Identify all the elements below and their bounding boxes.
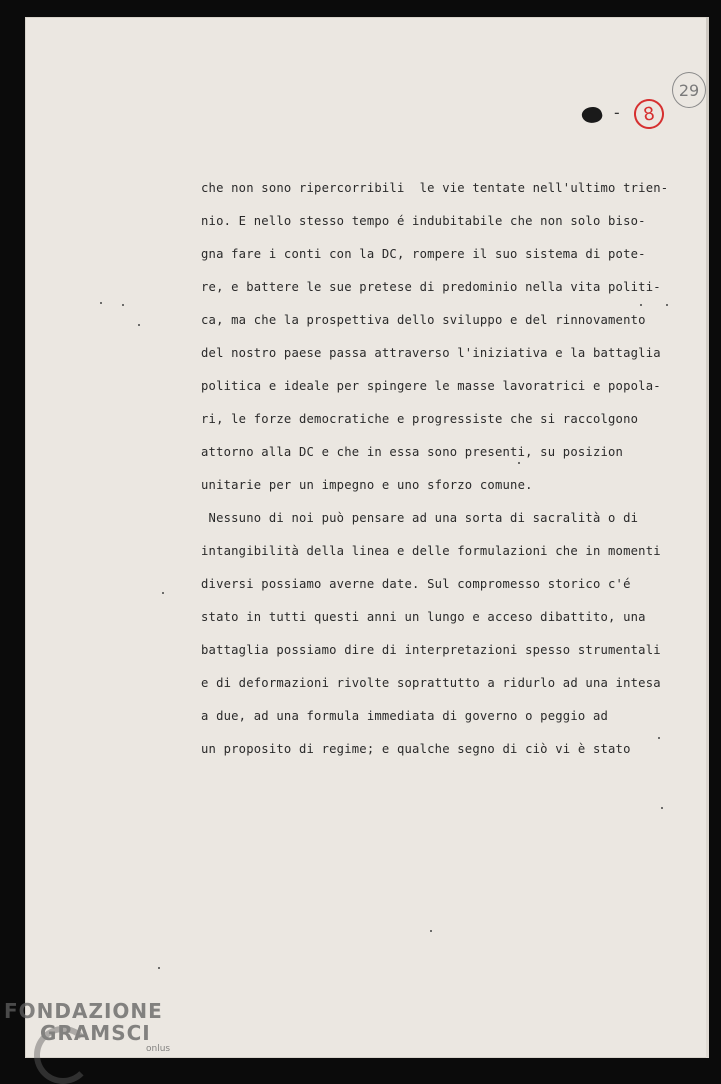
text-line: re, e battere le sue pretese di predominio nella vita politi- (201, 280, 661, 294)
fondazione-gramsci-watermark (4, 1000, 170, 1054)
text-line: ri, le forze democratiche e progressiste che si raccolgono (201, 412, 639, 426)
speck (138, 324, 140, 326)
text-line: nio. E nello stesso tempo é indubitabile che non solo biso- (201, 214, 646, 228)
watermark-line-1: FONDAZIONE (4, 999, 163, 1023)
text-line: e di deformazioni rivolte soprattutto a ridurlo ad una intesa (201, 676, 661, 690)
watermark-line-2: GRAMSCI (40, 1021, 151, 1045)
text-line: del nostro paese passa attraverso l'iniziativa e la battaglia (201, 346, 661, 360)
speck (430, 930, 432, 932)
speck (162, 592, 164, 594)
text-line: che non sono ripercorribili le vie tentate nell'ultimo trien- (201, 181, 669, 195)
watermark-line-3: onlus (146, 1044, 171, 1054)
speck (661, 807, 663, 809)
speck (158, 967, 160, 969)
speck (122, 304, 124, 306)
speck (666, 304, 668, 306)
text-line: diversi possiamo averne date. Sul compromesso storico c'é (201, 577, 631, 591)
text-line: un proposito di regime; e qualche segno di ciò vi è stato (201, 742, 631, 756)
text-line: unitarie per un impegno e uno sforzo comune. (201, 478, 533, 492)
ink-blot (580, 105, 603, 126)
typed-body-text (201, 172, 669, 766)
text-line: battaglia possiamo dire di interpretazioni spesso strumentali (201, 643, 661, 657)
text-line: ca, ma che la prospettiva dello sviluppo e del rinnovamento (201, 313, 646, 327)
text-line: intangibilità della linea e delle formulazioni che in momenti (201, 544, 661, 558)
text-line: attorno alla DC e che in essa sono presenti, su posizion (201, 445, 624, 459)
speck (658, 737, 660, 739)
speck (640, 304, 642, 306)
handwritten-annotations (582, 80, 721, 139)
text-line: politica e ideale per spingere le masse lavoratrici e popola- (201, 379, 661, 393)
speck (100, 302, 102, 304)
document-page (25, 17, 707, 1058)
speck (518, 462, 520, 464)
text-line: Nessuno di noi può pensare ad una sorta di sacralità o di (201, 511, 639, 525)
dash-mark: - (612, 103, 622, 122)
text-line: stato in tutti questi anni un lungo e acceso dibattito, una (201, 610, 646, 624)
red-circled-page-number: 8 (632, 97, 666, 131)
gray-circled-page-number: 29 (672, 72, 706, 108)
text-line: a due, ad una formula immediata di governo o peggio ad (201, 709, 609, 723)
gramsci-logo-icon (34, 1026, 92, 1084)
text-line: gna fare i conti con la DC, rompere il suo sistema di pote- (201, 247, 646, 261)
